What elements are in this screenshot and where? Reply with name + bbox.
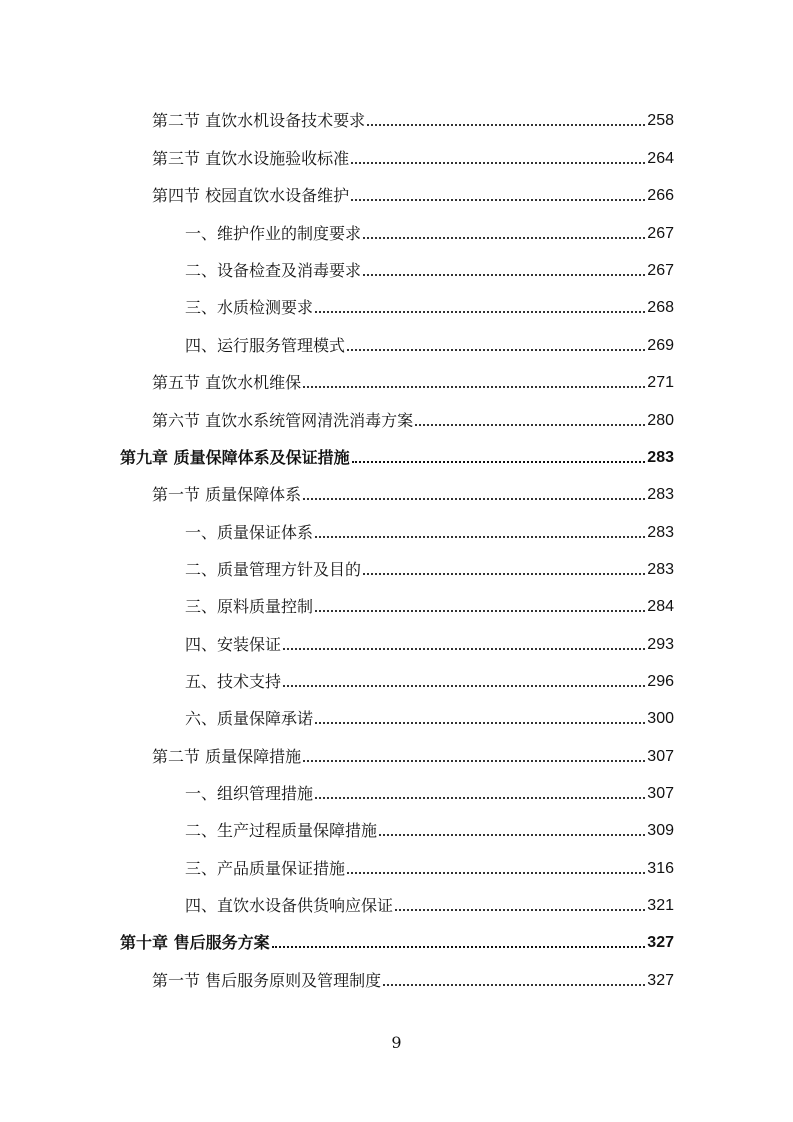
toc-entry-page: 258 (647, 112, 674, 129)
toc-entry (185, 668, 674, 692)
toc-entry-page: 300 (647, 710, 674, 727)
toc-entry-page: 296 (647, 673, 674, 690)
toc-entry-label: 三、原料质量控制 (185, 597, 314, 616)
dot-leader (315, 796, 645, 799)
toc-entry-page: 307 (647, 748, 674, 765)
toc-entry (152, 107, 674, 131)
toc-entry-label: 第六节 直饮水系统管网清洗消毒方案 (152, 411, 414, 430)
toc-entry-page: 309 (647, 822, 674, 839)
dot-leader (347, 348, 645, 351)
toc-entry-label: 四、安装保证 (185, 635, 282, 654)
toc-entry-page: 283 (647, 561, 674, 578)
toc-entry-page: 264 (647, 150, 674, 167)
dot-leader (303, 497, 645, 500)
toc-entry (152, 407, 674, 431)
toc-entry-page: 327 (647, 972, 674, 989)
toc-entry-label: 四、直饮水设备供货响应保证 (185, 896, 394, 915)
toc-entry (152, 481, 674, 505)
page-number: 9 (391, 1033, 402, 1052)
toc-entry-page: 316 (647, 860, 674, 877)
toc-entry-label: 四、运行服务管理模式 (185, 336, 346, 355)
dot-leader (283, 684, 645, 687)
toc-entry-label: 第三节 直饮水设施验收标准 (152, 149, 350, 168)
dot-leader (315, 721, 645, 724)
dot-leader (363, 236, 645, 239)
toc-entry-label: 一、质量保证体系 (185, 523, 314, 542)
toc-entry-label: 一、维护作业的制度要求 (185, 224, 362, 243)
toc-entry-page: 269 (647, 337, 674, 354)
toc-entry (185, 780, 674, 804)
toc-entry-page: 271 (647, 374, 674, 391)
toc-entry-label: 第九章 质量保障体系及保证措施 (120, 448, 350, 467)
toc-entry (185, 817, 674, 841)
toc-entry-label: 三、水质检测要求 (185, 298, 314, 317)
dot-leader (379, 833, 645, 836)
toc-entry (185, 294, 674, 318)
toc-entry-label: 第一节 质量保障体系 (152, 485, 302, 504)
dot-leader (383, 983, 645, 986)
toc-entry-label: 第五节 直饮水机维保 (152, 373, 302, 392)
toc-entry-page: 267 (647, 225, 674, 242)
dot-leader (283, 647, 645, 650)
dot-leader (351, 198, 645, 201)
toc-entry-page: 293 (647, 636, 674, 653)
toc-entry (152, 182, 674, 206)
toc-entry (152, 743, 674, 767)
toc-entry (185, 855, 674, 879)
toc-entry (185, 257, 674, 281)
toc-entry-label: 五、技术支持 (185, 672, 282, 691)
toc-entry-page: 327 (647, 934, 674, 951)
toc-entry (185, 892, 674, 916)
toc-entry-page: 283 (647, 449, 674, 466)
dot-leader (367, 123, 645, 126)
toc-entry (152, 369, 674, 393)
toc-entry-page: 280 (647, 412, 674, 429)
toc-entry-page: 268 (647, 299, 674, 316)
toc-entry (185, 556, 674, 580)
toc-entry (152, 967, 674, 991)
toc-entry (185, 220, 674, 244)
toc-entry-label: 第十章 售后服务方案 (120, 933, 270, 952)
toc-entry-label: 六、质量保障承诺 (185, 709, 314, 728)
dot-leader (415, 423, 645, 426)
dot-leader (272, 945, 646, 948)
dot-leader (303, 385, 645, 388)
toc-entry-page: 307 (647, 785, 674, 802)
toc-entry-label: 二、质量管理方针及目的 (185, 560, 362, 579)
toc-entry-label: 一、组织管理措施 (185, 784, 314, 803)
toc-entry-page: 283 (647, 486, 674, 503)
toc-entry (185, 332, 674, 356)
dot-leader (395, 908, 645, 911)
toc-entry-page: 284 (647, 598, 674, 615)
toc-entry-page: 283 (647, 524, 674, 541)
dot-leader (363, 572, 645, 575)
dot-leader (315, 609, 645, 612)
toc-entry-label: 二、生产过程质量保障措施 (185, 821, 378, 840)
toc-entry-page: 266 (647, 187, 674, 204)
dot-leader (347, 871, 645, 874)
dot-leader (315, 535, 645, 538)
toc-entry-label: 第二节 质量保障措施 (152, 747, 302, 766)
toc-entry (185, 593, 674, 617)
dot-leader (352, 460, 646, 463)
toc-entry (152, 145, 674, 169)
dot-leader (315, 310, 645, 313)
toc-entry-label: 第二节 直饮水机设备技术要求 (152, 111, 366, 130)
toc-entry (185, 705, 674, 729)
toc-entry-page: 267 (647, 262, 674, 279)
toc-entry-page: 321 (647, 897, 674, 914)
dot-leader (363, 273, 645, 276)
toc-chapter-entry (120, 444, 674, 468)
toc-entry (185, 631, 674, 655)
toc-entry-label: 第四节 校园直饮水设备维护 (152, 186, 350, 205)
dot-leader (351, 161, 645, 164)
dot-leader (303, 759, 645, 762)
toc-entry-label: 三、产品质量保证措施 (185, 859, 346, 878)
toc-entry-label: 第一节 售后服务原则及管理制度 (152, 971, 382, 990)
toc-chapter-entry (120, 929, 674, 953)
toc-entry-label: 二、设备检查及消毒要求 (185, 261, 362, 280)
toc-entry (185, 519, 674, 543)
